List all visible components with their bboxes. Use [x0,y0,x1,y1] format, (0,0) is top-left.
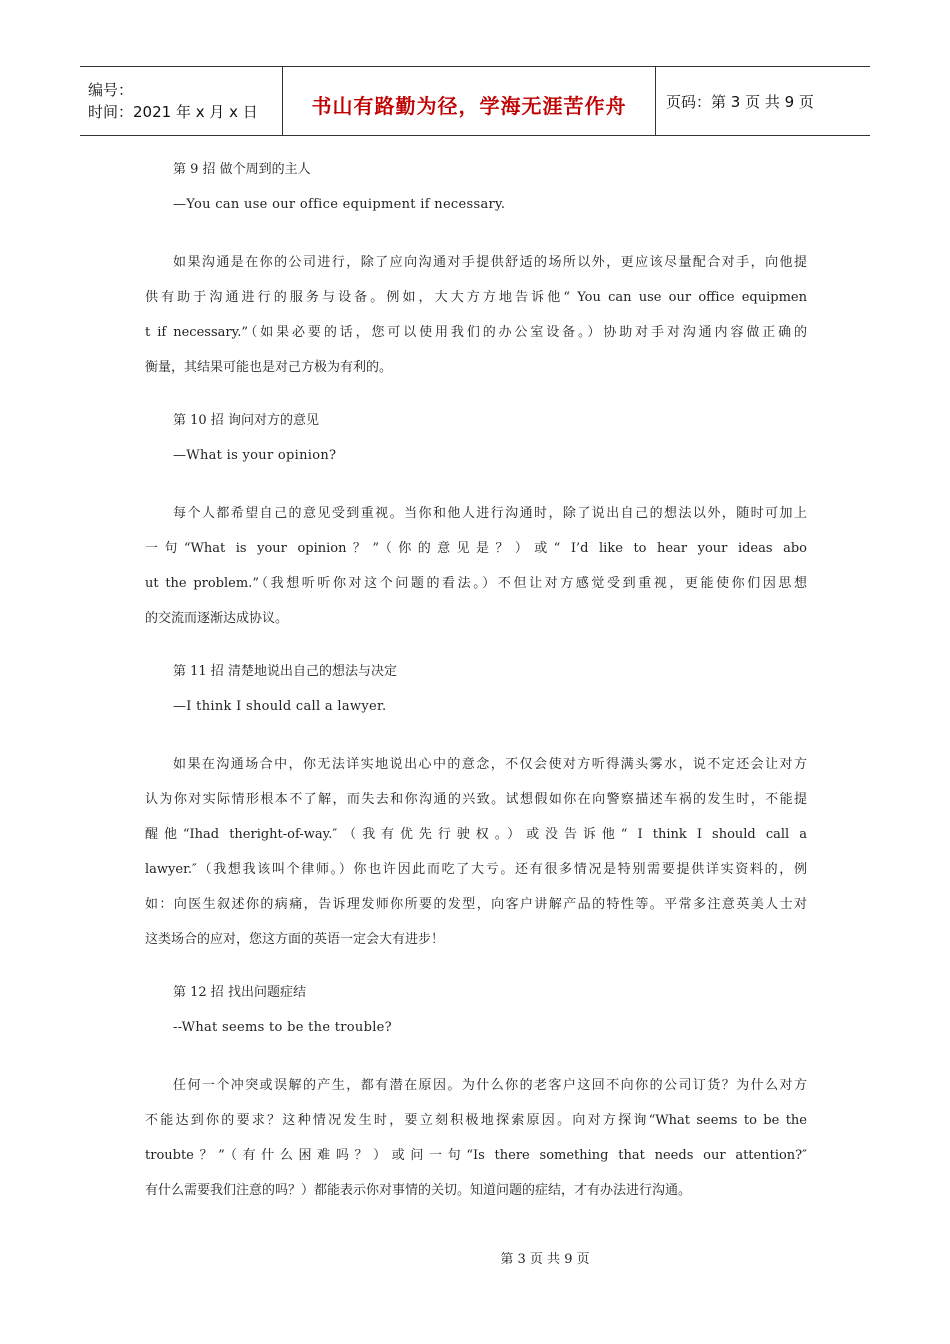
section-paragraph [145,1068,807,1208]
paragraph-line: 每个人都希望自己的意见受到重视。当你和他人进行沟通时，除了说出自己的想法以外，随时可加上 [173,506,807,521]
paragraph-line: 如：向医生叙述你的病痛，告诉理发师你所要的发型，向客户讲解产品的特性等。平常多注意英美人士对 [145,897,807,912]
document-body [145,160,807,1234]
paragraph-line: 有什么需要我们注意的吗？）都能表示你对事情的关切。知道问题的症结，才有办法进行沟通。 [145,1183,692,1198]
header-middle-cell [282,67,656,135]
section-tip-10 [145,411,807,636]
section-tip-9 [145,160,807,385]
section-title: 第 9 招 做个周到的主人 [173,162,311,177]
paragraph-line: 醒他“Ihad theright-of-way.″（我有优先行驶权。）或没告诉他“ I think I should call a [145,827,807,842]
paragraph-line: troubte？”（有什么困难吗？）或问一句“Is there something that needs our attention?″ [145,1148,807,1163]
paragraph-line: 这类场合的应对，您这方面的英语一定会大有进步！ [145,932,445,947]
section-english-phrase: --What seems to be the trouble? [173,1020,392,1035]
page-footer: 第 3 页 共 9 页 [500,1252,590,1267]
header-table [80,66,870,136]
paragraph-line: 一句“What is your opinion？”（你的意见是？）或“ I’d like to hear your ideas abo [145,541,807,556]
document-number-label: 编号： [88,81,134,99]
section-english-phrase: —What is your opinion? [173,448,337,463]
paragraph-line: 如果沟通是在你的公司进行，除了应向沟通对手提供舒适的场所以外，更应该尽量配合对手，向他提 [173,255,807,270]
paragraph-line: 的交流而逐渐达成协议。 [145,611,289,626]
paragraph-line: 任何一个冲突或误解的产生，都有潜在原因。为什么你的老客户这回不向你的公司订货？为什么对方 [173,1078,807,1093]
paragraph-line: ut the problem.”（我想听听你对这个问题的看法。）不但让对方感觉受到重视，更能使你们因思想 [145,576,807,591]
section-tip-12 [145,983,807,1208]
section-english-phrase: —You can use our office equipment if necessary. [173,197,506,212]
header-page-label: 页码：第 3 页 共 9 页 [666,92,814,111]
section-paragraph [145,245,807,385]
paragraph-line: 衡量，其结果可能也是对己方极为有利的。 [145,360,393,375]
paragraph-line: 供有助于沟通进行的服务与设备。例如，大大方方地告诉他“ You can use our office equipmen [145,290,807,305]
header-right-cell [656,67,870,135]
section-tip-11 [145,662,807,957]
header-motto: 书山有路勤为径，学海无涯苦作舟 [311,93,627,118]
paragraph-line: t if necessary.”（如果必要的话，您可以使用我们的办公室设备。）协助对手对沟通内容做正确的 [145,325,807,340]
section-paragraph [145,496,807,636]
section-title: 第 12 招 找出问题症结 [173,985,306,1000]
document-time-label: 时间：2021 年 x 月 x 日 [88,103,258,121]
section-paragraph [145,747,807,957]
paragraph-line: 不能达到你的要求？这种情况发生时，要立刻积极地探索原因。向对方探询“What seems to be the [145,1113,807,1128]
section-english-phrase: —I think I should call a lawyer. [173,699,387,714]
paragraph-line: 如果在沟通场合中，你无法详实地说出心中的意念，不仅会使对方听得满头雾水，说不定还会让对方 [173,757,807,772]
paragraph-line: lawyer.″（我想我该叫个律师。）你也许因此而吃了大亏。还有很多情况是特别需要提供详实资料的，例 [145,862,807,877]
paragraph-line: 认为你对实际情形根本不了解，而失去和你沟通的兴致。试想假如你在向警察描述车祸的发生时，不能提 [145,792,807,807]
section-title: 第 11 招 清楚地说出自己的想法与决定 [173,664,397,679]
header-left-cell [80,67,282,135]
section-title: 第 10 招 询问对方的意见 [173,413,319,428]
